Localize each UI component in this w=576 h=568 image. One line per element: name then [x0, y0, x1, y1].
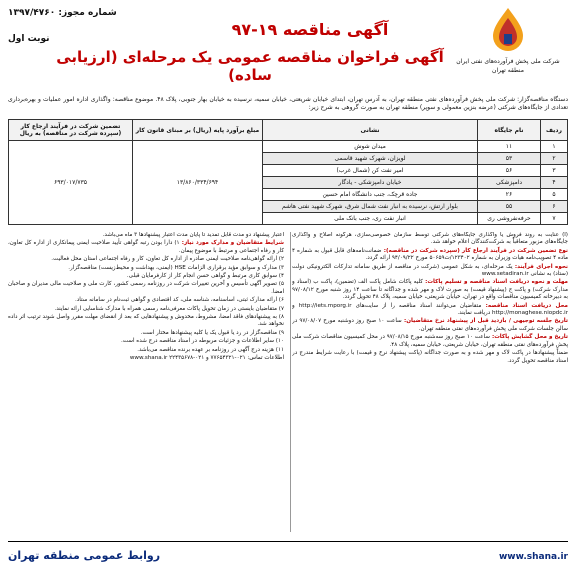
condition-label: تاریخ جلسه توجیهی / بازدید قبل از پیشنهاد نرخ متقاضیان:	[401, 318, 568, 325]
condition-text: ۷) متقاضیان بایستی در زمان تحویل پاکات معرفی‌نامه رسمی همراه با مدارک شناسایی ارائه نمایند.	[54, 305, 284, 312]
org-header	[448, 6, 568, 74]
conditions-column-right	[292, 232, 568, 532]
condition-text: ضمانت‌نامه‌های قابل قبول به شماره ۴ ماده ۴ تصویب‌نامه هیات وزیران به شماره ۱۲۳۴۰۲/ت۵۰۶۵۹ مورخ ۹۴/۰۹/۲۲ ارائه گردد.	[292, 247, 568, 262]
condition-text: (آ) عنایت به روند فروش یا واگذاری جایگاه‌های شرکتی توسط سازمان خصوصی‌سازی، هرگونه اصلاح و واگذاری جایگاه‌های مزبور متعاقباً به شرکت‌کنندگان اعلام خواهد شد.	[292, 232, 568, 246]
condition-paragraph	[8, 306, 284, 313]
guarantee-amount: ۶۹۳/۰۱۷/۷۳۵	[9, 141, 133, 225]
org-name: شرکت ملی پخش فرآورده‌های نفتی ایران	[456, 58, 560, 65]
condition-paragraph	[8, 232, 284, 239]
condition-label: تاریخ و محل گشایش پاکات:	[489, 334, 568, 341]
condition-text: ۱) دارا بودن رتبه گواهی تأیید صلاحیت ایمنی پیمانکاری از اداره کل تعاون، کار و رفاه اجتماعی و مرتبط با موضوع پیمان.	[8, 240, 284, 254]
condition-text: یک مرحله‌ای، به شکل عمومی (شرکت در مناقصه از طریق سامانه تدارکات الکترونیکی دولت (ستاد) به نشانی www.setadiran.ir	[292, 263, 568, 278]
row-no: ۲	[541, 153, 568, 165]
row-station-name: ۵۶	[478, 165, 541, 177]
condition-label: نوع تضمین شرکت در فرآیند ارجاع کار (سپرده شرکت در مناقصه):	[381, 247, 568, 254]
row-no: ۷	[541, 213, 568, 225]
condition-text: ۶) ارائه مدارک ثبتی، اساسنامه، شناسه ملی، کد اقتصادی و گواهی ثبت‌نام در سامانه ستاد.	[75, 297, 284, 304]
footer-public-relations: روابط عمومی منطقه تهران	[8, 549, 161, 562]
row-station-name: ۱۱	[478, 141, 541, 153]
condition-paragraph	[8, 256, 284, 263]
condition-paragraph	[292, 350, 568, 365]
stations-table	[8, 119, 568, 225]
condition-paragraph	[292, 232, 568, 247]
row-station-name: ۵۵	[478, 201, 541, 213]
row-station-name: حرفه‌نفروشی ری	[478, 213, 541, 225]
col-header-guarantee: تضمین شرکت در فرآیند ارجاع کار (سپرده شرکت در مناقصه) به ریال	[9, 120, 133, 141]
table-row	[9, 141, 568, 153]
condition-text: ۸) به پیشنهادهای فاقد امضا، مشروط، مخدوش و پیشنهادهایی که بعد از انقضای مهلت مقرر واصل شوند ترتیب اثر داده نخواهد شد.	[8, 314, 284, 328]
col-header-name: نام جایگاه	[478, 120, 541, 141]
footer-site[interactable]: www.shana.ir	[498, 552, 568, 562]
row-no: ۶	[541, 201, 568, 213]
condition-text: ۵) تصویر آگهی تأسیس و آخرین تغییرات شرکت در روزنامه رسمی کشور، کارت ملی و صلاحیت مالی مدیران و صاحبان امضا.	[8, 281, 284, 295]
row-no: ۱	[541, 141, 568, 153]
condition-paragraph	[292, 279, 568, 301]
conditions-column-left	[8, 232, 284, 532]
estimate-amount: ۱۳/۸۶۰/۳۳۴/۶۹۴	[133, 141, 263, 225]
condition-label: مهلت و نحوه دریافت اسناد مناقصه و تسلیم پاکات:	[422, 279, 568, 286]
row-address: بلوار ارتش، نرسیده به انبار نفت شمال شرق، شهرک شهید نفتی هاشم	[263, 201, 478, 213]
col-header-no: ردیف	[541, 120, 568, 141]
column-divider	[290, 232, 291, 532]
condition-paragraph	[292, 334, 568, 349]
row-address: جاده قرچک، جنب دانشگاه امام حسین	[263, 189, 478, 201]
row-no: ۵	[541, 189, 568, 201]
condition-label: نحوه اجرای فرآیند:	[512, 263, 568, 270]
condition-text: ضمناً پیشنهادها در پاکت لاک و مهر شده و به صورت جداگانه (پاکت پیشنهاد نرخ و قیمت) با رعایت شرایط مندرج در اسناد مناقصه تحویل گردد.	[292, 350, 568, 364]
col-header-estimate: مبلغ برآورد پایه (ریال) بر مبنای قانون کار	[133, 120, 263, 141]
tender-number: آگهی مناقصه ۱۹-۹۷	[231, 20, 389, 39]
condition-paragraph	[8, 338, 284, 345]
condition-paragraph	[8, 314, 284, 329]
condition-paragraph	[8, 240, 284, 255]
row-address: میدان شوش	[263, 141, 478, 153]
niopdc-logo-icon	[487, 6, 529, 52]
condition-paragraph	[292, 264, 568, 279]
row-no: ۴	[541, 177, 568, 189]
row-station-name: دامپزشکی	[478, 177, 541, 189]
condition-paragraph	[8, 355, 284, 362]
condition-text: ۲) ارائه گواهی‌نامه صلاحیت ایمنی صادره از اداره کل تعاون، کار و رفاه اجتماعی استان محل فعالیت.	[51, 256, 284, 263]
condition-paragraph	[8, 273, 284, 280]
condition-paragraph	[8, 297, 284, 304]
condition-text: ۳) مدارک و سوابق مؤید برقراری الزامات HSE (ایمنی، بهداشت و محیط‌زیست) مناقصه‌گزار.	[68, 264, 284, 271]
condition-text: ساعت ۱۰ صبح روز دوشنبه مورخ ۹۷/۰۸/۰۷ در سالن جلسات شرکت ملی پخش فرآورده‌های نفتی منطقه تهران.	[292, 318, 568, 332]
publication-round: نوبت اول	[8, 34, 50, 44]
row-address: لویزان، شهرک شهید قاسمی	[263, 153, 478, 165]
row-address: امیر نفت کن (شمال غرب)	[263, 165, 478, 177]
condition-paragraph	[8, 281, 284, 296]
row-station-name: ۵۳	[478, 153, 541, 165]
condition-paragraph	[292, 248, 568, 263]
condition-paragraph	[292, 303, 568, 318]
intro-text: دستگاه مناقصه‌گزار: شرکت ملی پخش فرآورده‌های نفتی منطقه تهران، به آدرس تهران، ابتدای خیابان شریعتی، خیابان سمیه، نرسیده به خیابان بهار جنوبی، پلاک ۴۸. موضوع مناقصه: واگذاری اداره امور عملیات و بهره‌برداری تعدادی از جایگاه‌های شرکتی (عرضه بنزین معمولی و سوپر) منطقه تهران به صورت گروهی به شرح زیر:	[8, 96, 568, 111]
condition-text: ساعت ۱۰ صبح روز سه‌شنبه مورخ ۹۷/۰۸/۱۵ در محل کمیسیون مناقصات شرکت ملی پخش فرآورده‌های نفتی منطقه تهران، خیابان شریعتی، خیابان سمیه، پلاک ۴۸.	[292, 334, 568, 348]
condition-text: ۱۱) هزینه درج آگهی در روزنامه بر عهده برنده مناقصه می‌باشد.	[137, 346, 284, 353]
condition-text: ۱۰) سایر اطلاعات و جزئیات مربوطه در اسناد مناقصه درج شده است.	[121, 338, 284, 345]
condition-text: ۹) مناقصه‌گزار در رد یا قبول یک یا کلیه پیشنهادها مختار است.	[140, 329, 284, 336]
condition-paragraph	[8, 330, 284, 337]
condition-text: متقاضیان می‌توانند اسناد مناقصه را از سایت‌های http://iets.mporg.ir و http://monaghese.niopdc.ir دریافت نمایند.	[292, 302, 568, 317]
condition-paragraph	[8, 265, 284, 272]
condition-text: ۴) سوابق کاری مرتبط و گواهی حسن انجام کار از کارفرمایان قبلی.	[126, 273, 284, 280]
footer-divider	[8, 541, 568, 542]
permit-number: شماره مجوز: ۱۳۹۷/۴۷۶۰	[8, 8, 117, 18]
row-no: ۳	[541, 165, 568, 177]
row-address: انبار نفت ری، جنب بانک ملی	[263, 213, 478, 225]
condition-text: اعتبار پیشنهاد دو مدت قابل تمدید تا پایان مدت اعتبار پیشنهادها ۳ ماه می‌باشد.	[102, 232, 284, 238]
ad-title: آگهی فراخوان مناقصه عمومی یک مرحله‌ای (ارزیابی ساده)	[56, 48, 444, 84]
condition-label: شرایط متقاضیان و مدارک مورد نیاز:	[179, 240, 284, 247]
condition-paragraph	[292, 318, 568, 333]
row-address: خیابان دامپزشکی - یادگار	[263, 177, 478, 189]
row-station-name: ۲۶	[478, 189, 541, 201]
condition-text: اطلاعات تماس: ۰۲۱-۷۷۶۵۴۳۲۱ و ۰۲۱-۲۲۴۳۵۶۷۸ www.shana.ir	[129, 355, 284, 362]
condition-text: کلیه پاکات شامل پاکت الف (تضمین)، پاکت ب (اسناد و مدارک شرکت) و پاکت ج (پیشنهاد قیمت) به صورت لاک و مهر شده و جداگانه تا ساعت ۱۴ روز شنبه مورخ ۹۷/۰۸/۱۲ به دبیرخانه کمیسیون مناقصات واقع در تهران، خیابان شریعتی، خیابان سمیه، پلاک ۴۸ تحویل گردد.	[292, 279, 568, 301]
condition-label: محل دریافت اسناد مناقصه:	[481, 302, 568, 309]
condition-paragraph	[8, 347, 284, 354]
col-header-address: نشانی	[263, 120, 478, 141]
org-region: منطقه تهران	[492, 67, 524, 74]
